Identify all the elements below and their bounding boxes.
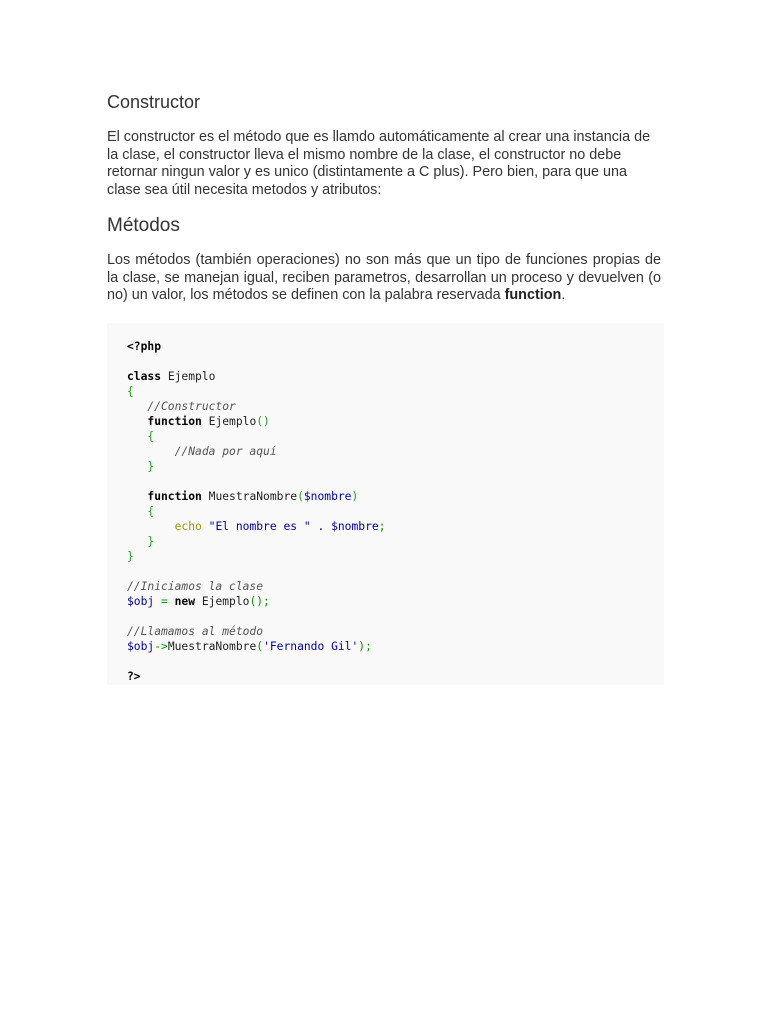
- echo-dot: .: [310, 520, 332, 533]
- code-line-comment-iniciamos: [127, 579, 263, 594]
- new-call-end: ();: [249, 595, 270, 608]
- code-line-close-tag: [127, 669, 141, 684]
- method-name: MuestraNombre: [208, 490, 298, 503]
- code-line-comment-constructor: [127, 399, 236, 414]
- code-line-comment-nada: [127, 444, 277, 459]
- class-brace-close: }: [127, 550, 134, 563]
- assign-operator: =: [154, 595, 175, 608]
- method-brace-close: }: [147, 535, 155, 548]
- php-open-tag: <?php: [127, 340, 162, 353]
- function-keyword: function: [504, 287, 562, 304]
- echo-keyword: echo: [174, 520, 202, 533]
- code-line-method-open: [127, 504, 154, 519]
- call-close: );: [358, 640, 372, 653]
- code-line-ctor: [127, 414, 270, 429]
- ctor-brace-open: {: [147, 430, 155, 443]
- function-keyword-method: function: [147, 490, 202, 503]
- php-close-tag: ?>: [127, 670, 141, 683]
- class-keyword: class: [127, 370, 162, 383]
- code-line-class-open: [127, 384, 134, 399]
- new-class-call: Ejemplo: [201, 595, 250, 608]
- metodos-paragraph: [107, 252, 661, 305]
- method-param: $nombre: [303, 490, 352, 503]
- arrow-operator: ->: [154, 640, 168, 653]
- method-paren-close: ): [351, 490, 359, 503]
- call-paren-open: (: [256, 640, 264, 653]
- constructor-paragraph: El constructor es el método que es llamdo automáticamente al crear una instancia de la clase, el constructor lleva el mismo nombre de la clase, el constructor no debe retornar ningun valor y es unico (distintamente a C plus). Pero bien, para que una clase sea útil necesita metodos y atributos:: [107, 129, 651, 198]
- code-line-echo: [127, 519, 386, 534]
- code-line-ctor-open: [127, 429, 154, 444]
- echo-semicolon: ;: [378, 520, 386, 533]
- obj-variable-call: $obj: [127, 640, 155, 653]
- paragraph-period: .: [561, 287, 566, 304]
- function-keyword-ctor: function: [147, 415, 202, 428]
- ctor-brace-close: }: [147, 460, 155, 473]
- code-line-method-close: [127, 534, 154, 549]
- section-title-metodos: Métodos: [107, 215, 180, 236]
- method-paren-open: (: [297, 490, 304, 503]
- comment-constructor: //Constructor: [147, 400, 236, 413]
- code-line-ctor-close: [127, 459, 154, 474]
- echo-var: $nombre: [331, 520, 379, 533]
- ctor-parens: (): [256, 415, 270, 428]
- code-line-method: [127, 489, 358, 504]
- comment-iniciamos: //Iniciamos la clase: [127, 580, 264, 593]
- code-line-open-tag: [127, 339, 161, 354]
- call-argument: 'Fernando Gil': [263, 640, 359, 653]
- class-brace-open: {: [127, 385, 134, 398]
- comment-llamamos: //Llamamos al método: [127, 625, 264, 638]
- class-name: Ejemplo: [167, 370, 216, 383]
- section-title-constructor: Constructor: [107, 92, 201, 112]
- code-line-call: [127, 639, 372, 654]
- code-line-class: [127, 369, 215, 384]
- comment-nada: //Nada por aquí: [174, 445, 277, 458]
- code-line-comment-llamamos: [127, 624, 263, 639]
- obj-variable: $obj: [127, 595, 155, 608]
- ctor-name: Ejemplo: [208, 415, 257, 428]
- code-block: [107, 323, 664, 685]
- method-brace-open: {: [147, 505, 155, 518]
- metodos-paragraph-text: Los métodos (también operaciones) no son más que un tipo de funciones propias de la clase, se manejan igual, reciben parametros, desarrollan un proceso y devuelven (o no) un valor, los métodos se definen con la palabra reservada: [107, 252, 661, 304]
- code-line-class-close: [127, 549, 134, 564]
- call-method-name: MuestraNombre: [167, 640, 257, 653]
- code-line-new: [127, 594, 270, 609]
- echo-string: "El nombre es ": [208, 520, 311, 533]
- new-keyword: new: [174, 595, 196, 608]
